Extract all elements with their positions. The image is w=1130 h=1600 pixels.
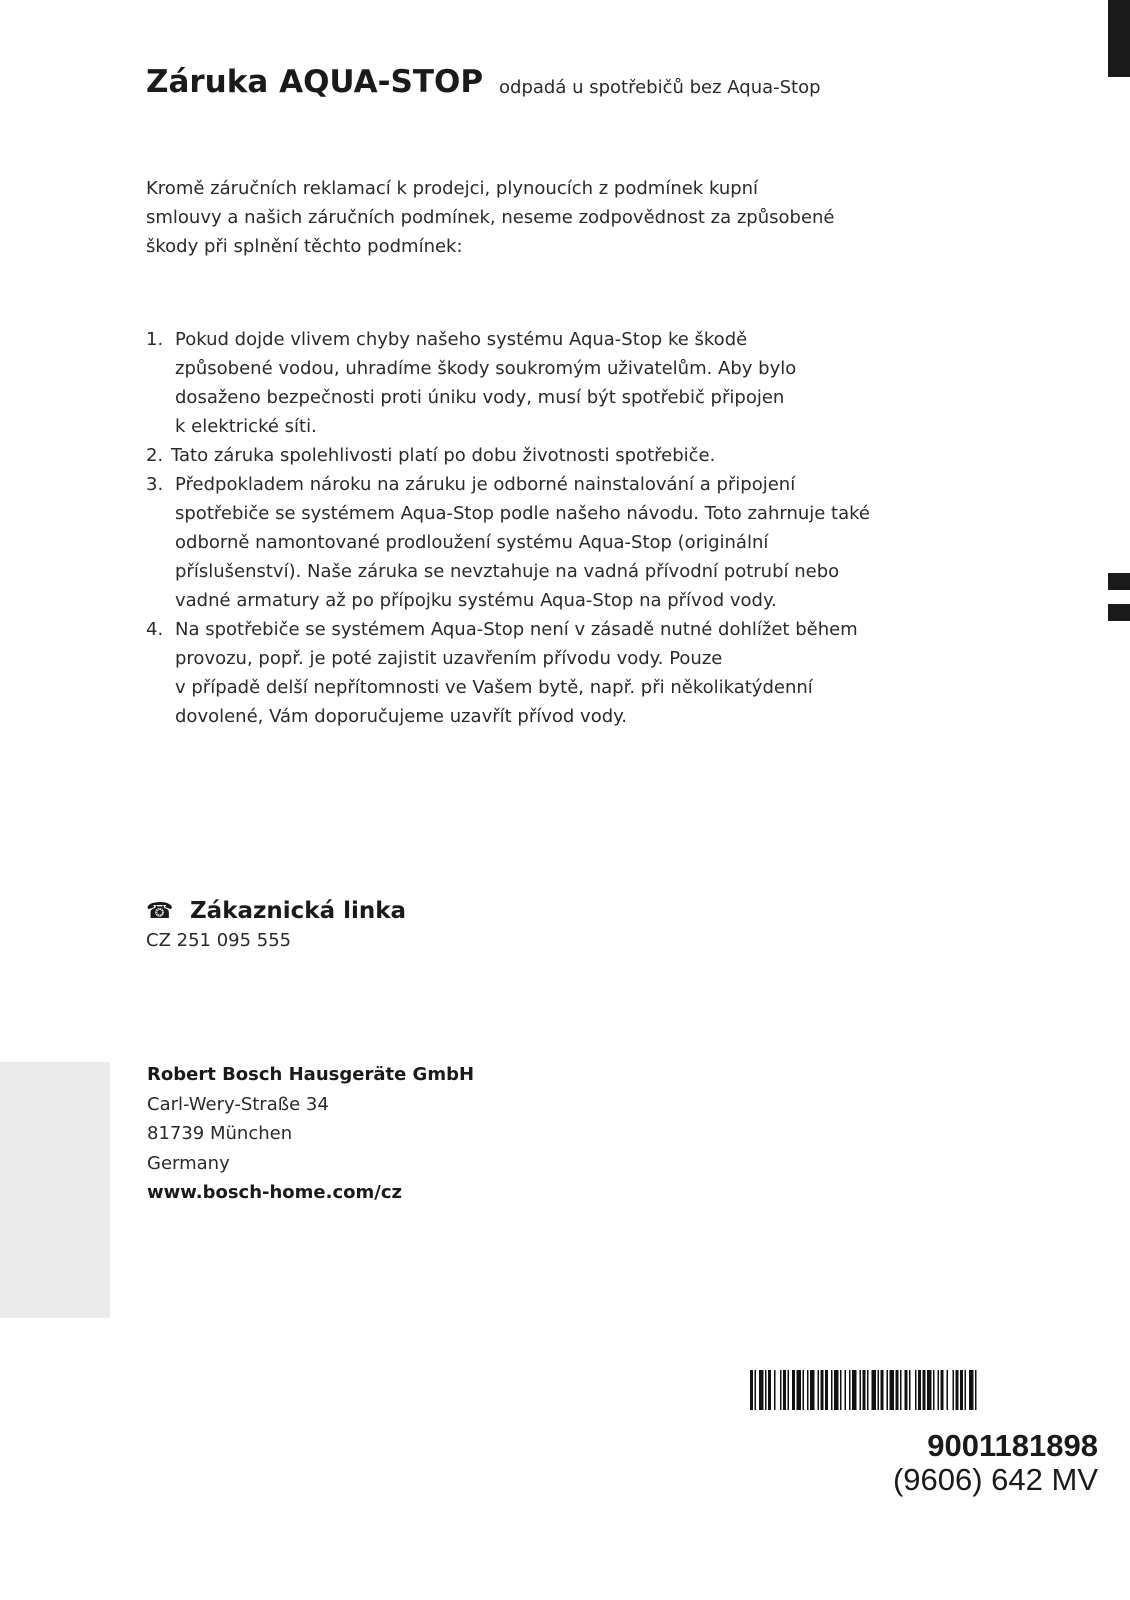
barcode-bar [863,1370,866,1410]
conditions-list [146,325,906,731]
barcode-bar [900,1370,902,1410]
grey-margin-block [0,1062,110,1318]
product-code: 9001181898 [927,1428,1098,1463]
condition-item [146,325,906,441]
barcode-bar [890,1370,895,1410]
address-country: Germany [147,1152,230,1174]
condition-line: vadné armatury až po přípojku systému Aqua-Stop na přívod vody. [175,590,777,611]
barcode-bar [750,1370,753,1410]
barcode-bar [887,1370,889,1410]
barcode-bar [909,1370,911,1410]
hotline-number: CZ 251 095 555 [146,930,292,951]
barcode-bar [765,1370,767,1410]
condition-line: dosaženo bezpečnosti proti úniku vody, musí být spotřebič připojen [175,387,785,408]
barcode-bar [878,1370,880,1410]
intro-line: smlouvy a našich záručních podmínek, neseme zodpovědnost za způsobené [146,207,835,228]
barcode-bar [768,1370,771,1410]
barcode-bar [807,1370,809,1410]
barcode-bar [840,1370,842,1410]
condition-line: Předpokladem nároku na záruku je odborné nainstalování a připojení [175,474,796,495]
side-mark-lower [1108,604,1130,621]
barcode-bar [975,1370,977,1410]
barcode-bar [896,1370,899,1410]
barcode-bar [825,1370,828,1410]
barcode-bar [927,1370,932,1410]
barcode-bar [788,1370,790,1410]
barcode-bar [881,1370,884,1410]
barcode-bar [780,1370,782,1410]
intro-paragraph [146,174,896,261]
barcode-bar [867,1370,869,1410]
condition-line: odborně namontované prodloužení systému Aqua-Stop (originální [175,532,769,553]
address-street: Carl-Wery-Straße 34 [147,1093,329,1115]
condition-line: v případě delší nepřítomnosti ve Vašem bytě, např. při několikatýdenní [175,677,813,698]
side-mark-upper [1108,573,1130,590]
condition-number: 4. [146,619,164,640]
barcode-bar [792,1370,795,1410]
barcode-bar [759,1370,764,1410]
condition-line: Na spotřebiče se systémem Aqua-Stop není v zásadě nutné dohlížet během [175,619,858,640]
barcode-bar [852,1370,857,1410]
barcode-bar [774,1370,776,1410]
phone-icon: ☎ [146,898,174,924]
barcode-bar [923,1370,926,1410]
condition-number: 2. [146,445,164,466]
barcode-bar [905,1370,908,1410]
condition-line: provozu, popř. je poté zajistit uzavřením přívodu vody. Pouze [175,648,723,669]
company-address [147,1060,474,1208]
barcode-bar [849,1370,851,1410]
company-website: www.bosch-home.com/cz [147,1182,402,1203]
barcode-bar [960,1370,963,1410]
barcode-bar [831,1370,833,1410]
customer-hotline [146,898,406,951]
barcode-bar [872,1370,877,1410]
barcode-bar [810,1370,815,1410]
barcode-bar [969,1370,974,1410]
page-title: Záruka AQUA-STOP [146,64,484,100]
barcode [750,1370,1098,1410]
barcode-bar [965,1370,967,1410]
thumb-tab-top [1108,0,1130,77]
condition-line: Tato záruka spolehlivosti platí po dobu životnosti spotřebiče. [171,445,716,466]
barcode-bar [956,1370,959,1410]
hotline-title: Zákaznická linka [190,898,407,924]
product-code-sub: (9606) 642 MV [892,1462,1098,1497]
condition-line: Pokud dojde vlivem chyby našeho systému Aqua-Stop ke škodě [175,329,748,350]
intro-line: Kromě záručních reklamací k prodejci, plynoucích z podmínek kupní [146,178,759,199]
condition-item [146,615,906,731]
condition-number: 1. [146,329,164,350]
barcode-bar [797,1370,802,1410]
barcode-bar [938,1370,940,1410]
condition-line: dovolené, Vám doporučujeme uzavřít přívod vody. [175,706,627,727]
company-name: Robert Bosch Hausgeräte GmbH [147,1064,475,1085]
barcode-bar [783,1370,786,1410]
condition-item [146,441,906,470]
barcode-bar [834,1370,839,1410]
barcode-bar [845,1370,847,1410]
condition-number: 3. [146,474,164,495]
intro-line: škody při splnění těchto podmínek: [146,236,463,257]
address-city: 81739 München [147,1123,293,1144]
barcode-bar [755,1370,757,1410]
condition-line: k elektrické síti. [175,416,317,437]
barcode-bar [915,1370,917,1410]
condition-line: spotřebiče se systémem Aqua-Stop podle našeho návodu. Toto zahrnuje také [175,503,870,524]
barcode-bar [947,1370,949,1410]
barcode-bar [821,1370,824,1410]
barcode-bar [953,1370,955,1410]
page-subtitle: odpadá u spotřebičů bez Aqua-Stop [499,77,821,98]
barcode-bar [933,1370,935,1410]
barcode-bar [818,1370,820,1410]
barcode-bar [941,1370,944,1410]
condition-line: příslušenství). Naše záruka se nevztahuje na vadná přívodní potrubí nebo [175,561,840,582]
condition-item [146,470,906,615]
barcode-bar [918,1370,921,1410]
barcode-bar [803,1370,805,1410]
barcode-bar [860,1370,862,1410]
condition-line: způsobené vodou, uhradíme škody soukromým uživatelům. Aby bylo [175,358,797,379]
